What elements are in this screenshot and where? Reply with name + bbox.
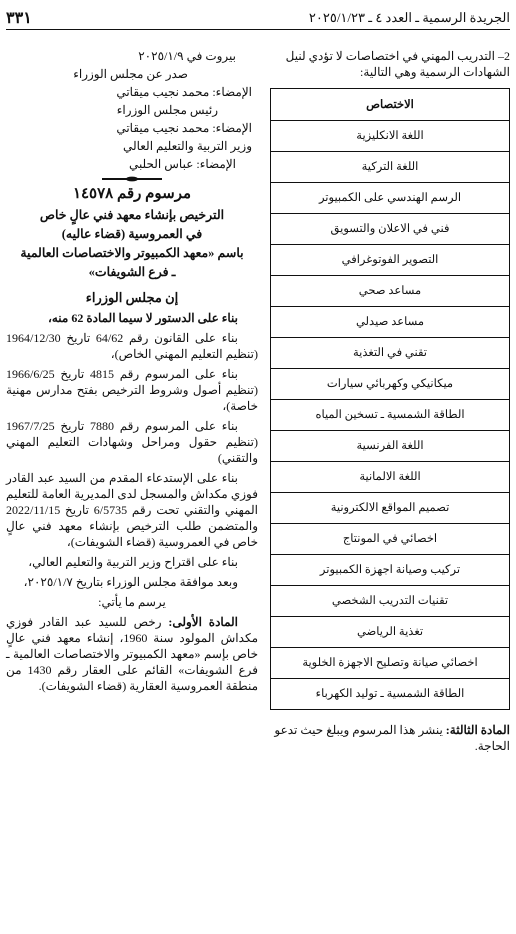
specializations-body — [271, 121, 510, 710]
page-number: ٣٣١ — [6, 9, 32, 27]
specialization-cell: الرسم الهندسي على الكمبيوتر — [271, 183, 510, 214]
specialization-cell: تركيب وصيانة اجهزة الكمبيوتر — [271, 555, 510, 586]
specialization-cell: اللغة التركية — [271, 152, 510, 183]
specialization-cell: مساعد صحي — [271, 276, 510, 307]
table-row — [271, 369, 510, 400]
specialization-cell: ميكانيكي وكهربائي سيارات — [271, 369, 510, 400]
table-row — [271, 555, 510, 586]
article-1-label: المادة الأولى: — [168, 615, 238, 629]
signature-3: الإمضاء: عباس الحلبي — [128, 157, 236, 171]
issued-by: صدر عن مجلس الوزراء — [73, 67, 188, 81]
specializations-table — [270, 88, 510, 710]
table-row — [271, 431, 510, 462]
right-column — [270, 48, 510, 754]
decree-title: مرسوم رقم ١٤٥٧٨ — [72, 186, 192, 202]
signature-2: الإمضاء: محمد نجيب ميقاتي — [116, 121, 252, 135]
basis-cabinet-approval: وبعد موافقة مجلس الوزراء بتاريخ ٢٠٢٥/١/٧، — [23, 575, 238, 589]
table-row — [271, 400, 510, 431]
specialization-cell: فني في الاعلان والتسويق — [271, 214, 510, 245]
gazette-title: الجريدة الرسمية ـ العدد ٤ ـ ٢٠٢٥/١/٢٣ — [308, 9, 510, 25]
specialization-cell: تقني في التغذية — [271, 338, 510, 369]
pm-title: رئيس مجلس الوزراء — [116, 103, 218, 117]
table-row — [271, 493, 510, 524]
left-column — [6, 48, 258, 698]
specialization-cell: اخصائي صيانة وتصليح الاجهزة الخلوية — [271, 648, 510, 679]
page-header — [6, 6, 510, 30]
basis-decree-7880: بناء على المرسوم رقم 7880 تاريخ 1967/7/25 (تنظيم حقول ومراحل وشهادات التعليم المهني والتقني) — [6, 419, 258, 465]
decree-subtitle-2: في العمروسية (قضاء عاليه) — [61, 227, 203, 241]
article-3-label: المادة الثالثة: — [445, 723, 510, 737]
table-row — [271, 648, 510, 679]
basis-minister-proposal: بناء على اقتراح وزير التربية والتعليم العالي، — [28, 555, 238, 569]
decree-subtitle-1: الترخيص بإنشاء معهد فني عالٍ خاص — [39, 208, 225, 222]
basis-application: بناء على الإستدعاء المقدم من السيد عبد القادر فوزي مكداش والمسجل لدى المديرية العامة للتعليم المهني والتقني تحت رقم 6/5735 تاريخ 2022/11/15 والمتضمن طلب الترخيص بإنشاء معهد فني عالٍ خاص في العمروسية (قضاء الشويفات)، — [6, 471, 258, 549]
table-row — [271, 524, 510, 555]
section-divider — [102, 178, 162, 180]
table-row — [271, 617, 510, 648]
table-row — [271, 462, 510, 493]
table-row — [271, 276, 510, 307]
specialization-cell: تقنيات التدريب الشخصي — [271, 586, 510, 617]
table-row — [271, 152, 510, 183]
decrees-following: يرسم ما يأتي: — [98, 595, 166, 609]
table-row — [271, 245, 510, 276]
specialization-cell: اخصائي في المونتاج — [271, 524, 510, 555]
table-row — [271, 121, 510, 152]
table-intro: 2– التدريب المهني في اختصاصات لا تؤدي لنيل الشهادات الرسمية وهي التالية: — [285, 49, 510, 79]
basis-decree-4815: بناء على المرسوم رقم 4815 تاريخ 1966/6/25 (تنظيم أصول وشروط الترخيص بفتح مدارس مهنية خاصة)، — [6, 367, 258, 413]
specialization-cell: تغذية الرياضي — [271, 617, 510, 648]
table-row — [271, 183, 510, 214]
specialization-cell: الطاقة الشمسية ـ تسخين المياه — [271, 400, 510, 431]
table-header: الاختصاص — [271, 89, 510, 121]
decree-date: بيروت في ٢٠٢٥/١/٩ — [138, 49, 236, 63]
council-heading: إن مجلس الوزراء — [85, 290, 179, 305]
specialization-cell: الطاقة الشمسية ـ توليد الكهرباء — [271, 679, 510, 710]
decree-subtitle-4: ـ فرع الشويفات» — [88, 265, 176, 279]
signature-1: الإمضاء: محمد نجيب ميقاتي — [116, 85, 252, 99]
table-row — [271, 307, 510, 338]
specialization-cell: اللغة الالمانية — [271, 462, 510, 493]
specialization-cell: مساعد صيدلي — [271, 307, 510, 338]
table-row — [271, 679, 510, 710]
table-row — [271, 586, 510, 617]
specialization-cell: تصميم المواقع الالكترونية — [271, 493, 510, 524]
specialization-cell: اللغة الفرنسية — [271, 431, 510, 462]
article-3 — [270, 722, 510, 754]
specialization-cell: التصوير الفوتوغرافي — [271, 245, 510, 276]
article-3-text: ينشر هذا المرسوم ويبلغ حيث تدعو الحاجة. — [274, 723, 510, 753]
table-row — [271, 214, 510, 245]
minister-title: وزير التربية والتعليم العالي — [122, 139, 252, 153]
basis-law-64-62: بناء على القانون رقم 64/62 تاريخ 1964/12/30 (تنظيم التعليم المهني الخاص)، — [6, 331, 258, 361]
decree-subtitle-3: باسم «معهد الكمبيوتر والاختصاصات العالمية — [20, 246, 244, 260]
table-row — [271, 338, 510, 369]
basis-constitution: بناء على الدستور لا سيما المادة 62 منه، — [47, 311, 238, 325]
article-1 — [6, 614, 258, 694]
article-1-text: رخص للسيد عبد القادر فوزي مكداش المولود سنة 1960، إنشاء معهد فني عالٍ خاص بإسم «معهد الكمبيوتر والاختصاصات العالمية ـ فرع الشويفات» القائم على العقار رقم 1430 من منطقة العمروسية العقارية (قضاء الشويفات). — [6, 615, 258, 693]
specialization-cell: اللغة الانكليزية — [271, 121, 510, 152]
